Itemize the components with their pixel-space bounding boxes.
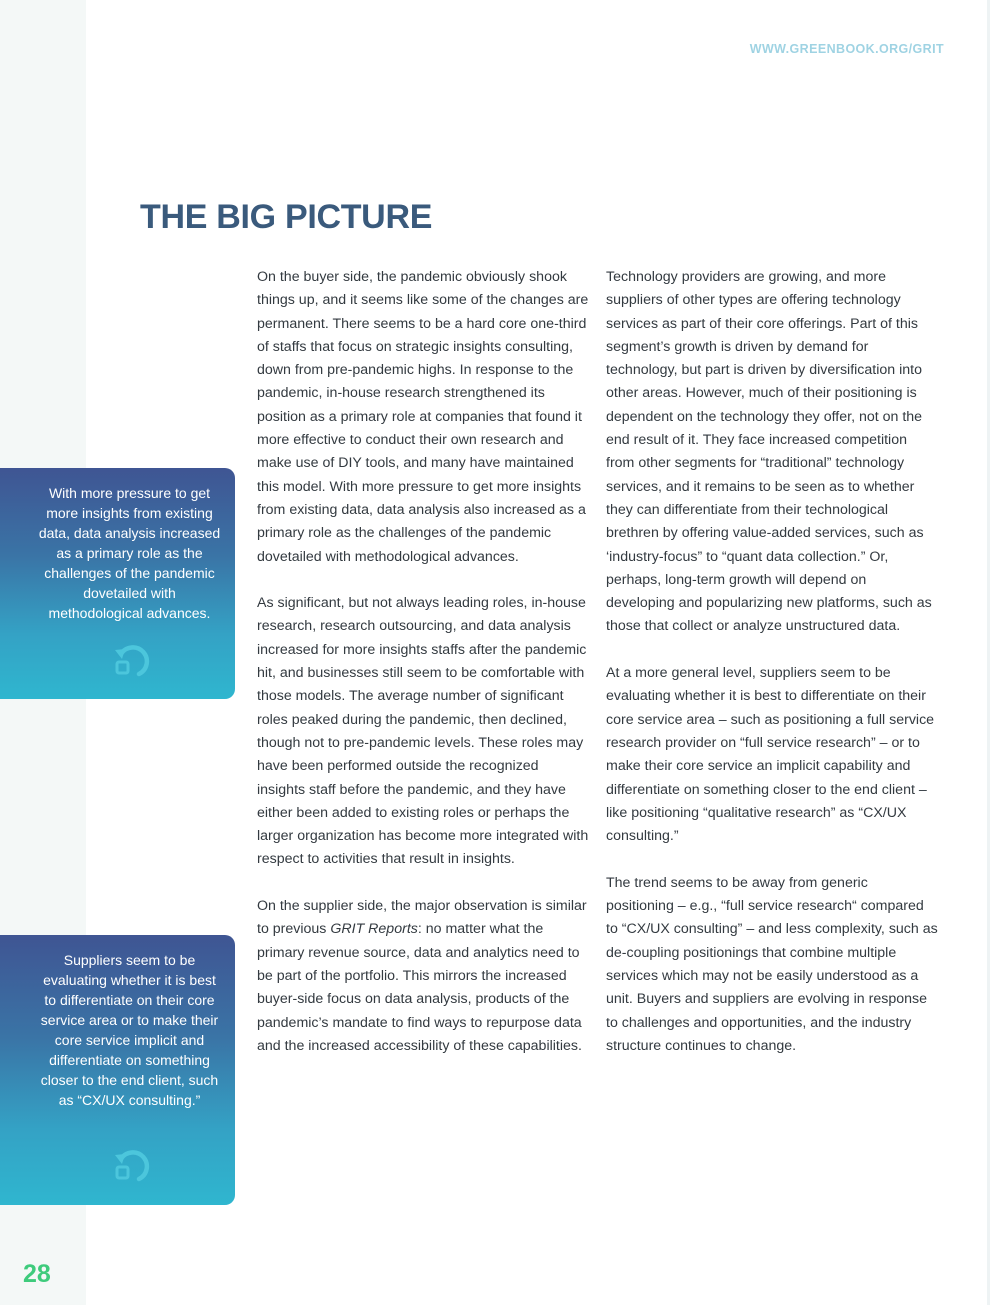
body-column-left bbox=[257, 266, 589, 1081]
site-url[interactable]: WWW.GREENBOOK.ORG/GRIT bbox=[749, 42, 944, 56]
body-paragraph: On the buyer side, the pandemic obviously shook things up, and it seems like some of the changes are permanent. There seems to be a hard core one-third of staffs that focus on strategic insights consulting, down from pre-pandemic highs. In response to the pandemic, in-house research strengthened its position as a primary role at companies that found it more effective to conduct their own research and make use of DIY tools, and many have maintained this model. With more pressure to get more insights from existing data, data analysis also increased as a primary role as the challenges of the pandemic dovetailed with methodological advances. bbox=[257, 269, 589, 565]
refresh-cycle-icon bbox=[109, 640, 151, 682]
body-paragraph: The trend seems to be away from generic positioning – e.g., “full service research“ compared to “CX/UX consulting” – and less complexity, such as de-coupling positionings that combine multiple services which may not be easily understood as a unit. Buyers and suppliers are evolving in response to challenges and opportunities, and the industry structure continues to change. bbox=[606, 874, 938, 1054]
pull-quote-text: Suppliers seem to be evaluating whether it is best to differentiate on their core service area or to make their core service implicit and differentiate on something closer to the end client, such as “CX/UX consulting.” bbox=[40, 952, 219, 1108]
body-paragraph bbox=[257, 895, 589, 1058]
pull-quote-callout-2 bbox=[0, 935, 235, 1205]
body-text: : no matter what the primary revenue source, data and analytics need to be part of the portfolio. This mirrors the increased buyer-side focus on data analysis, products of the pandemic’s mandate to find ways to repurpose data and the increased accessibility of these capabilities. bbox=[257, 921, 582, 1054]
pull-quote-callout-1 bbox=[0, 468, 235, 699]
body-text: On the supplier side, the major observation is similar to previous bbox=[257, 898, 587, 938]
report-title-italic: GRIT Reports bbox=[330, 921, 418, 938]
body-paragraph: As significant, but not always leading roles, in-house research, research outsourcing, and data analysis increased for more insights staffs after the pandemic hit, and businesses still seem to be comfortable with those models. The average number of significant roles peaked during the pandemic, then declined, though not to pre-pandemic levels. These roles may have been performed outside the recognized insights staff before the pandemic, and they have either been added to existing roles or perhaps the larger organization has become more integrated with respect to activities that result in insights. bbox=[257, 595, 589, 868]
body-paragraph: Technology providers are growing, and more suppliers of other types are offering technology services as part of their core offerings. Part of this segment’s growth is driven by demand for technology, but part is driven by diversification into other areas. However, much of their positioning is dependent on the technology they offer, not on the end result of it. They face increased competition from other segments for “traditional” technology services, and it remains to be seen as to whether they can differentiate from their technological brethren by offering value-added services, such as ‘industry-focus” to “quant data collection.” Or, perhaps, long-term growth will depend on developing and popularizing new platforms, such as those that collect or analyze unstructured data. bbox=[606, 269, 932, 635]
body-column-right bbox=[606, 266, 938, 1081]
page-number: 28 bbox=[23, 1260, 51, 1288]
page-title: THE BIG PICTURE bbox=[140, 198, 433, 236]
pull-quote-text: With more pressure to get more insights from existing data, data analysis increased as a primary role as the challenges of the pandemic dovetailed with methodological advances. bbox=[38, 485, 221, 621]
body-paragraph: At a more general level, suppliers seem to be evaluating whether it is best to differentiate on their core service area – such as positioning a full service research provider on “full service research” – or to make their core service an implicit capability and differentiate on something closer to the end client – like positioning “qualitative research” as “CX/UX consulting.” bbox=[606, 665, 935, 845]
refresh-cycle-icon bbox=[109, 1145, 151, 1187]
